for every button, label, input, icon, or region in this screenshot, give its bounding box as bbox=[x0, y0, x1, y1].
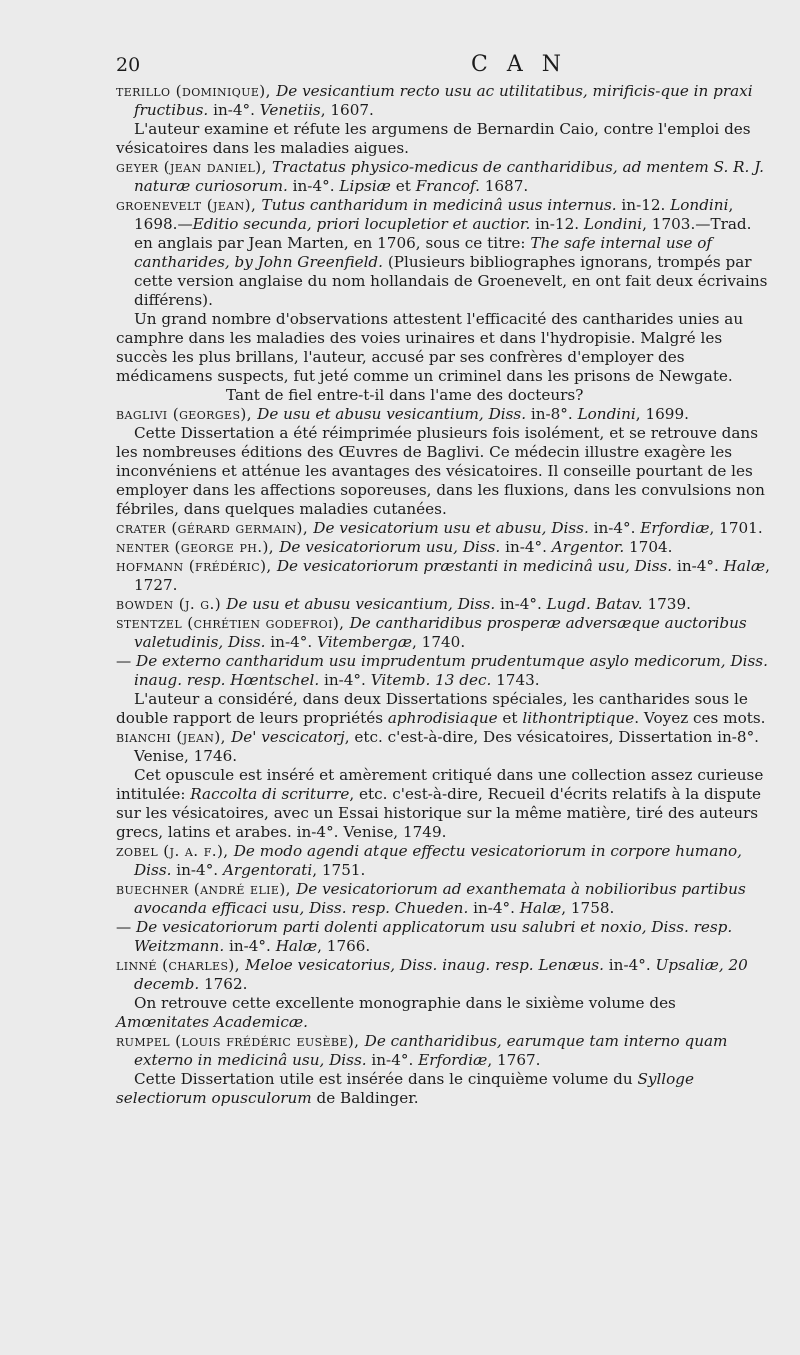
bibliography-entry bbox=[116, 538, 772, 557]
author-name: geyer (jean daniel), bbox=[116, 158, 273, 176]
text-run: et bbox=[497, 709, 523, 727]
text-run: in-12. bbox=[530, 215, 584, 233]
text-run: in-4°. bbox=[287, 177, 340, 195]
text-run: in-4°. bbox=[171, 861, 223, 879]
text-run: in-4°. bbox=[319, 671, 371, 689]
text-run: in-4°. bbox=[468, 899, 520, 917]
text-run: in-8°. bbox=[526, 405, 578, 423]
text-run: in-12. bbox=[616, 196, 671, 214]
text-run: , 1607. bbox=[320, 101, 374, 119]
author-name: bianchi (jean), bbox=[116, 728, 232, 746]
text-run: , etc. c'est-à-dire, Des vésicatoires, Dissertation in-8°. Venise, 1746. bbox=[134, 728, 760, 765]
text-run: Cette Dissertation a été réimprimée plusieurs fois isolément, et se retrouve dans les nombreuses éditions des Œuvres de Baglivi. Ce médecin illustre exagère les inconvéniens et atténue les avantages des vésicatoires. Il conseille pourtant de les employer dans les affections soporeuses, dans les fluxions, dans les convulsions non fébriles, dans quelques maladies cutanées. bbox=[116, 424, 765, 518]
commentary-paragraph bbox=[116, 994, 772, 1032]
text-run: , etc. c'est-à-dire, Recueil d'écrits relatifs à la dispute sur les vésicatoires, avec un Essai historique sur la même matière, tiré des auteurs grecs, latins et arabes. in-4°. Venise, 1749. bbox=[116, 785, 762, 841]
italic-text: Francof. bbox=[415, 177, 480, 195]
commentary-paragraph bbox=[116, 310, 772, 386]
bibliography-entry bbox=[116, 614, 772, 652]
bibliography-entry bbox=[116, 1032, 772, 1070]
author-name: buechner (andré elie), bbox=[116, 880, 297, 898]
author-name: crater (gérard germain), bbox=[116, 519, 314, 537]
italic-text: aphrodisiaque bbox=[387, 709, 498, 727]
bibliography-entry bbox=[116, 158, 772, 196]
bibliography-entry bbox=[116, 196, 772, 310]
text-run: in-4°. bbox=[208, 101, 260, 119]
text-run: 1687. bbox=[479, 177, 529, 195]
page-header bbox=[116, 52, 772, 82]
commentary-paragraph bbox=[116, 766, 772, 842]
bibliography-entry bbox=[116, 557, 772, 595]
verse-quote bbox=[116, 386, 772, 405]
italic-text: Vitemb. 13 dec. bbox=[370, 671, 492, 689]
text-run: , 1767. bbox=[487, 1051, 541, 1069]
text-run: . Voyez ces mots. bbox=[634, 709, 766, 727]
text-run: — bbox=[116, 652, 137, 670]
italic-text: Sylloge selectiorum opusculorum bbox=[116, 1070, 695, 1107]
bibliography-entry bbox=[116, 405, 772, 424]
author-name: nenter (george ph.), bbox=[116, 538, 280, 556]
text-run: , 1766. bbox=[317, 937, 371, 955]
italic-text: De modo agendi atque effectu vesicatoriorum in corpore humano, Diss. bbox=[134, 842, 743, 879]
text-run: 1762. bbox=[199, 975, 248, 993]
italic-text: Halæ bbox=[275, 937, 318, 955]
italic-text: Argentorati bbox=[222, 861, 313, 879]
italic-text: De cantharidibus, earumque tam interno quam externo in medicinâ usu, Diss. bbox=[134, 1032, 728, 1069]
text-run: Tant de fiel entre-t-il dans l'ame des docteurs? bbox=[226, 386, 584, 404]
text-run: (Plusieurs bibliographes ignorans, trompés par cette version anglaise du nom hollandais de Groenevelt, en ont fait deux écrivains différens). bbox=[134, 253, 768, 309]
text-run: , 1727. bbox=[134, 557, 770, 594]
text-run: L'auteur a considéré, dans deux Dissertations spéciales, les cantharides sous le double rapport de leurs propriétés bbox=[116, 690, 748, 727]
italic-text: Tutus cantharidum in medicinâ usus internus. bbox=[261, 196, 617, 214]
italic-text: lithontriptique bbox=[522, 709, 635, 727]
italic-text: De vesicatoriorum præstanti in medicinâ usu, Diss. bbox=[276, 557, 673, 575]
italic-text: De vesicatoriorum ad exanthemata à nobilioribus partibus avocanda efficaci usu, Diss. resp. Chueden. bbox=[134, 880, 746, 917]
italic-text: Londini bbox=[583, 215, 643, 233]
page-number: 20 bbox=[116, 54, 141, 76]
text-run: in-4°. bbox=[588, 519, 641, 537]
commentary-paragraph bbox=[116, 120, 772, 158]
author-name: hofmann (frédéric), bbox=[116, 557, 277, 575]
text-run: L'auteur examine et réfute les argumens de Bernardin Caio, contre l'emploi des vésicatoires dans les maladies aigues. bbox=[116, 120, 751, 157]
author-name: baglivi (georges), bbox=[116, 405, 258, 423]
text-run: in-4°. bbox=[366, 1051, 419, 1069]
commentary-paragraph bbox=[116, 424, 772, 519]
text-run: Cette Dissertation utile est insérée dans le cinquième volume du bbox=[134, 1070, 638, 1088]
text-run: , 1698.— bbox=[134, 196, 734, 233]
text-run: — bbox=[116, 918, 137, 936]
text-run: in-4°. bbox=[265, 633, 317, 651]
text-run: 1739. bbox=[642, 595, 691, 613]
text-run: et bbox=[390, 177, 416, 195]
text-run: , 1699. bbox=[635, 405, 689, 423]
text-run: , 1751. bbox=[312, 861, 366, 879]
commentary-paragraph bbox=[116, 690, 772, 728]
text-run: in-4°. bbox=[224, 937, 276, 955]
text-run: de Baldinger. bbox=[311, 1089, 419, 1107]
author-name: bowden (j. g.) bbox=[116, 595, 227, 613]
author-name: terillo (dominique), bbox=[116, 82, 277, 100]
author-name: stentzel (chrétien godefroi), bbox=[116, 614, 350, 632]
author-name: rumpel (louis frédéric eusèbe), bbox=[116, 1032, 365, 1050]
text-run: Cet opuscule est inséré et amèrement critiqué dans une collection assez curieuse intitulée: bbox=[116, 766, 764, 803]
bibliography-entry bbox=[116, 880, 772, 918]
bibliography-entry bbox=[116, 918, 772, 956]
italic-text: De externo cantharidum usu imprudentum prudentumque asylo medicorum, Diss. inaug. resp. Hœntschel. bbox=[134, 652, 768, 689]
italic-text: De' vescicatorj bbox=[231, 728, 345, 746]
bibliography-entry bbox=[116, 519, 772, 538]
document-body bbox=[116, 82, 772, 1108]
italic-text: Lipsiæ bbox=[339, 177, 391, 195]
italic-text: Lugd. Batav. bbox=[546, 595, 643, 613]
author-name: linné (charles), bbox=[116, 956, 246, 974]
italic-text: Erfordiæ bbox=[418, 1051, 488, 1069]
bibliography-entry bbox=[116, 842, 772, 880]
bibliography-entry bbox=[116, 956, 772, 994]
italic-text: De vesicatoriorum parti dolenti applicatorum usu salubri et noxio, Diss. resp. Weitzmann. bbox=[134, 918, 733, 955]
text-run: in-4°. bbox=[495, 595, 547, 613]
italic-text: Venetiis bbox=[259, 101, 321, 119]
italic-text: Vitembergæ bbox=[317, 633, 413, 651]
text-run: Un grand nombre d'observations attestent l'efficacité des cantharides unies au camphre dans les maladies des voies urinaires et dans l'hydropisie. Malgré les succès les plus brillans, l'auteur, accusé par ses confrères d'employer des médicamens suspects, fut jeté comme un criminel dans les prisons de Newgate. bbox=[116, 310, 744, 385]
author-name: groenevelt (jean), bbox=[116, 196, 262, 214]
italic-text: De vesicatorium usu et abusu, Diss. bbox=[313, 519, 589, 537]
italic-text: De cantharidibus prosperæ adversæque auctoribus valetudinis, Diss. bbox=[134, 614, 747, 651]
text-run: in-4°. bbox=[672, 557, 724, 575]
italic-text: Halæ bbox=[723, 557, 766, 575]
text-run: in-4°. bbox=[603, 956, 656, 974]
text-run: , 1701. bbox=[709, 519, 763, 537]
italic-text: Tractatus physico-medicus de cantharidibus, ad mentem S. R. J. naturæ curiosorum. bbox=[134, 158, 764, 195]
italic-text: Argentor. bbox=[551, 538, 625, 556]
text-run: , 1740. bbox=[412, 633, 466, 651]
text-run: 1704. bbox=[624, 538, 673, 556]
italic-text: Londini bbox=[577, 405, 636, 423]
author-name: zobel (j. a. f.), bbox=[116, 842, 234, 860]
bibliography-entry bbox=[116, 728, 772, 766]
text-run: , 1758. bbox=[561, 899, 615, 917]
text-run: On retrouve cette excellente monographie dans le sixième volume des bbox=[134, 994, 676, 1012]
italic-text: The safe internal use of cantharides, by John Greenfield. bbox=[134, 234, 713, 271]
text-run: 1743. bbox=[491, 671, 540, 689]
italic-text: Raccolta di scriturre bbox=[190, 785, 350, 803]
italic-text: Londini bbox=[670, 196, 729, 214]
italic-text: De vesicatoriorum usu, Diss. bbox=[279, 538, 501, 556]
italic-text: Amœnitates Academicæ. bbox=[116, 1013, 309, 1031]
bibliography-entry bbox=[116, 595, 772, 614]
commentary-paragraph bbox=[116, 1070, 772, 1108]
text-run: , 1703.—Trad. en anglais par Jean Marten, en 1706, sous ce titre: bbox=[134, 215, 752, 252]
running-head: C A N bbox=[471, 52, 567, 77]
italic-text: De usu et abusu vesicantium, Diss. bbox=[257, 405, 527, 423]
italic-text: Upsaliæ, 20 decemb. bbox=[134, 956, 748, 993]
bibliography-entry bbox=[116, 82, 772, 120]
italic-text: Erfordiæ bbox=[640, 519, 710, 537]
italic-text: Halæ bbox=[519, 899, 562, 917]
italic-text: De vesicantium recto usu ac utilitatibus, mirificis-que in praxi fructibus. bbox=[134, 82, 753, 119]
italic-text: De usu et abusu vesicantium, Diss. bbox=[226, 595, 496, 613]
text-run: in-4°. bbox=[500, 538, 552, 556]
italic-text: Meloe vesicatorius, Diss. inaug. resp. Lenæus. bbox=[245, 956, 604, 974]
bibliography-entry bbox=[116, 652, 772, 690]
italic-text: Editio secunda, priori locupletior et auctior. bbox=[192, 215, 531, 233]
